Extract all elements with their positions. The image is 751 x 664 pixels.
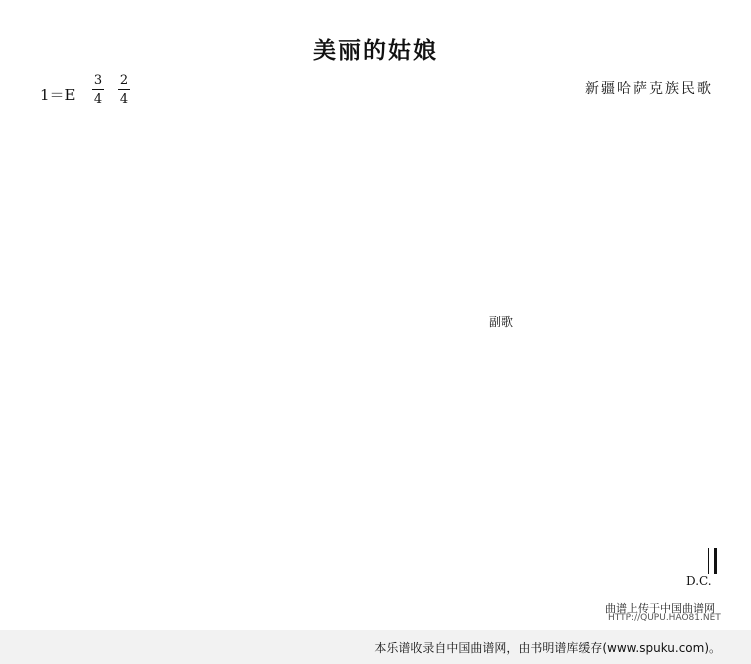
- site-url: HTTP://QUPU.HAO81.NET: [608, 613, 721, 623]
- fraction-line: [118, 89, 130, 90]
- final-barline: [708, 548, 717, 574]
- time-signature-first: [92, 74, 104, 106]
- song-title: 美丽的姑娘: [313, 37, 438, 64]
- time-signature-first-bottom: 4: [93, 92, 103, 107]
- footer-text: 本乐谱收录自中国曲谱网，由书明谱库缓存(www.spuku.com)。: [374, 641, 721, 655]
- chorus-mark: 副歌: [489, 315, 514, 329]
- time-signature-second: [118, 74, 130, 106]
- time-signature-second-bottom: 4: [119, 92, 129, 107]
- key-signature: 1＝E: [40, 86, 76, 104]
- song-origin: 新疆哈萨克族民歌: [585, 81, 713, 97]
- upload-note: 曲谱上传于中国曲谱网: [605, 602, 715, 615]
- dc-mark: D.C.: [686, 574, 712, 588]
- time-signature-first-top: 3: [93, 73, 103, 88]
- time-signature-second-top: 2: [119, 73, 129, 88]
- fraction-line: [92, 89, 104, 90]
